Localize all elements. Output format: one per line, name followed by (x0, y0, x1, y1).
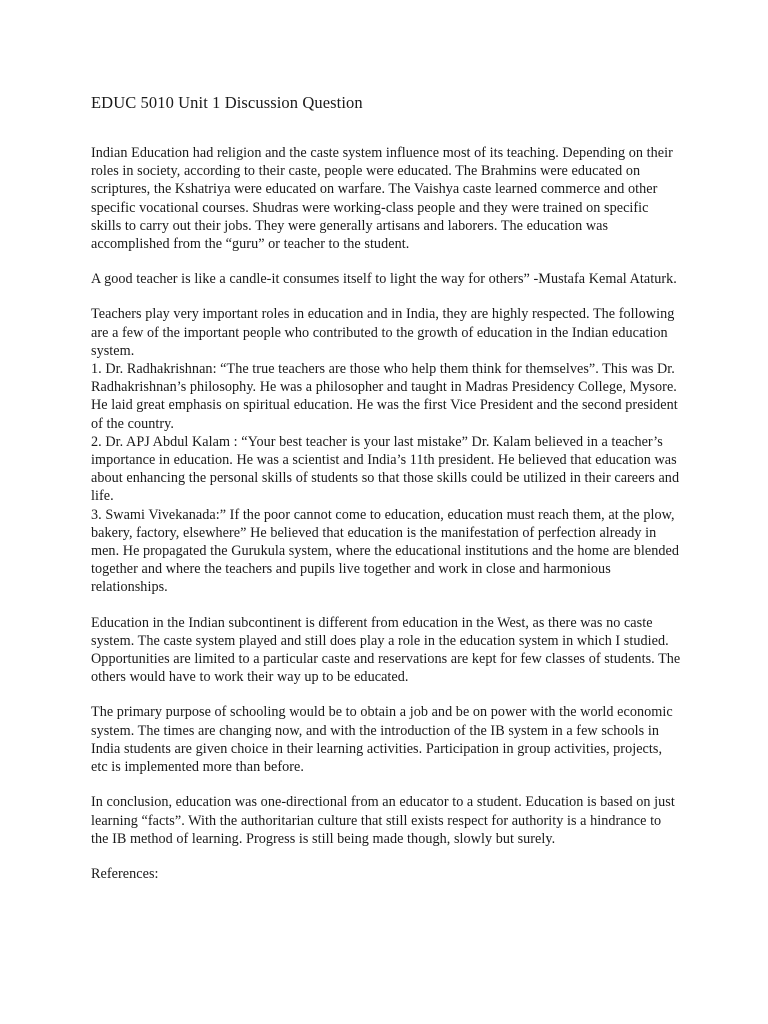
purpose-paragraph: The primary purpose of schooling would be to obtain a job and be on power with the world economic system. The times are changing now, and with the introduction of the IB system in a few schools in India students are given choice in their learning activities. Participation in group activities, projects, etc is implemented more than before. (91, 704, 673, 776)
teachers-intro-paragraph: Teachers play very important roles in education and in India, they are highly respected. The following are a few of the important people who contributed to the growth of education in the Indian education system. (91, 306, 675, 359)
document-body (91, 144, 682, 883)
quote-paragraph: A good teacher is like a candle-it consumes itself to light the way for others” -Mustafa Kemal Ataturk. (91, 271, 677, 288)
list-item: 3. Swami Vivekanada:” If the poor cannot come to education, education must reach them, at the plow, bakery, factory, elsewhere” He believed that education is the manifestation of perfection already in men. He propagated the Gurukula system, where the educational institutions and the home are blended together and where the teachers and pupils live together and work in close and harmonious relationships. (91, 506, 680, 596)
list-item: 2. Dr. APJ Abdul Kalam : “Your best teacher is your last mistake” Dr. Kalam believed in a teacher’s importance in education. He was a scientist and India’s 11th president. He believed that education was about enhancing the personal skills of students so that those skills could be utilized in their careers and life. (91, 433, 680, 505)
list-item: 1. Dr. Radhakrishnan: “The true teachers are those who help them think for themselves”. This was Dr. Radhakrishnan’s philosophy. He was a philosopher and taught in Madras Presidency College, Mysore. He laid great emphasis on spiritual education. He was the first Vice President and the second president of the country. (91, 361, 678, 432)
references-heading: References: (91, 865, 159, 882)
comparison-paragraph: Education in the Indian subcontinent is different from education in the West, as there was no caste system. The caste system played and still does play a role in the education system in which I studied. Opportunities are limited to a particular caste and reservations are kept for few classes of students. The others would have to work their way up to be educated. (91, 614, 681, 686)
conclusion-paragraph: In conclusion, education was one-directional from an educator to a student. Education is based on just learning “facts”. With the authoritarian culture that still exists respect for authority is a hindrance to the IB method of learning. Progress is still being made though, slowly but surely. (91, 794, 675, 847)
intro-paragraph: Indian Education had religion and the caste system influence most of its teaching. Depending on their roles in society, according to their caste, people were educated. The Brahmins were educated on scriptures, the Kshatriya were educated on warfare. The Vaishya caste learned commerce and other specific vocational courses. Shudras were working-class people and they were trained on specific skills to carry out their jobs. They were generally artisans and laborers. The education was accomplished from the “guru” or teacher to the student. (91, 145, 673, 253)
teachers-section (91, 305, 682, 596)
document-title: EDUC 5010 Unit 1 Discussion Question (91, 93, 363, 112)
